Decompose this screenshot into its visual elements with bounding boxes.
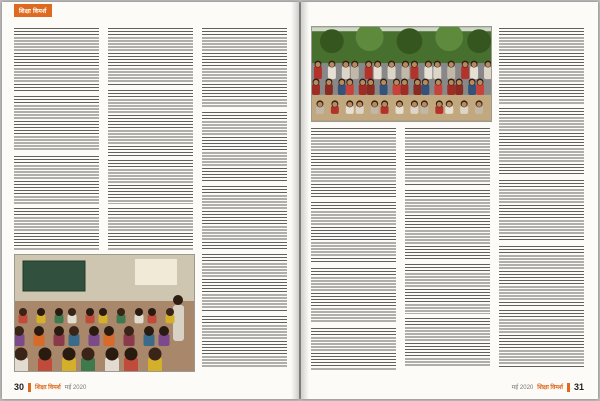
text-paragraph: [202, 112, 287, 182]
person-figure: [396, 100, 404, 114]
tree: [320, 29, 344, 53]
text-paragraph: [311, 268, 396, 324]
footer-divider: [28, 383, 31, 392]
text-paragraph: [405, 190, 490, 260]
text-paragraph: [14, 96, 99, 152]
page-footer-left: [14, 382, 86, 392]
person-figure: [346, 78, 354, 95]
text-paragraph: [311, 328, 396, 370]
person-figure: [365, 61, 373, 79]
footer-issue-date: मई 2020: [64, 385, 87, 391]
text-paragraph: [202, 254, 287, 312]
page-left: [2, 2, 299, 399]
person-figure: [401, 78, 409, 95]
tree: [397, 28, 423, 54]
person-figure: [359, 78, 367, 95]
person-figure: [69, 326, 80, 346]
text-paragraph: [499, 28, 584, 104]
person-figure: [447, 61, 455, 79]
person-figure: [413, 78, 421, 95]
person-figure: [421, 78, 429, 95]
text-paragraph: [108, 28, 193, 86]
text-column-5: [405, 128, 490, 370]
text-paragraph: [499, 108, 584, 176]
text-paragraph: [14, 156, 99, 204]
person-figure: [124, 326, 135, 346]
person-figure: [328, 61, 336, 79]
person-figure: [314, 61, 322, 79]
teacher-head: [173, 295, 183, 305]
person-figure: [381, 100, 389, 114]
person-figure: [135, 308, 144, 323]
person-figure: [434, 78, 442, 95]
text-paragraph: [108, 90, 193, 156]
person-figure: [38, 348, 52, 372]
person-figure: [393, 78, 401, 95]
page-number-right: 31: [573, 382, 584, 392]
person-figure: [55, 308, 64, 323]
person-figure: [166, 308, 175, 323]
person-figure: [484, 61, 491, 79]
person-figure: [19, 308, 28, 323]
page-right: [301, 2, 598, 399]
text-paragraph: [311, 202, 396, 264]
text-column-6: [499, 28, 584, 372]
person-figure: [86, 308, 95, 323]
person-figure: [15, 326, 25, 346]
person-figure: [89, 326, 100, 346]
person-figure: [148, 308, 157, 323]
person-figure: [420, 100, 428, 114]
footer-issue-date: मई 2020: [511, 385, 534, 391]
text-paragraph: [499, 310, 584, 368]
text-paragraph: [202, 186, 287, 250]
page-footer-right: [512, 382, 584, 392]
text-column-3: [202, 28, 287, 372]
text-paragraph: [108, 160, 193, 204]
magazine-title: शिक्षा विमर्श: [19, 8, 47, 15]
person-figure: [455, 78, 463, 95]
group-photo-graphic: [312, 27, 491, 121]
person-figure: [460, 100, 468, 114]
person-figure: [325, 78, 333, 95]
person-figure: [380, 78, 388, 95]
text-paragraph: [405, 128, 490, 186]
person-figure: [117, 308, 126, 323]
person-figure: [410, 100, 418, 114]
tree: [467, 29, 491, 53]
text-paragraph: [14, 208, 99, 250]
text-column-1: [14, 28, 99, 250]
text-paragraph: [202, 316, 287, 368]
footer-divider: [567, 383, 570, 392]
classroom-children-photo: [14, 254, 195, 372]
text-paragraph: [405, 318, 490, 366]
person-figure: [99, 308, 108, 323]
person-figure: [34, 326, 45, 346]
person-figure: [424, 61, 432, 79]
person-figure: [159, 326, 170, 346]
person-figure: [338, 78, 346, 95]
person-figure: [144, 326, 155, 346]
person-figure: [476, 78, 484, 95]
teacher-figure: [173, 305, 184, 341]
person-figure: [356, 100, 364, 114]
footer-magazine-name: शिक्षा विमर्श: [537, 385, 563, 391]
person-figure: [433, 61, 441, 79]
person-figure: [468, 78, 476, 95]
chalkboard: [23, 261, 85, 291]
person-figure: [461, 61, 469, 79]
text-paragraph: [14, 28, 99, 92]
person-figure: [124, 348, 138, 372]
classroom-photo-graphic: [15, 255, 194, 371]
person-figure: [68, 308, 77, 323]
person-figure: [475, 100, 483, 114]
person-figure: [402, 61, 410, 79]
person-figure: [104, 326, 115, 346]
magazine-title-tab: [14, 4, 52, 17]
person-figure: [81, 348, 95, 372]
person-figure: [54, 326, 65, 346]
person-figure: [435, 100, 443, 114]
text-paragraph: [202, 28, 287, 108]
footer-magazine-name: शिक्षा विमर्श: [35, 385, 61, 391]
window: [135, 259, 177, 285]
person-figure: [316, 100, 324, 114]
text-paragraph: [499, 180, 584, 242]
person-figure: [445, 100, 453, 114]
person-figure: [342, 61, 350, 79]
person-figure: [388, 61, 396, 79]
school-group-photo: [311, 26, 492, 122]
person-figure: [371, 100, 379, 114]
person-figure: [410, 61, 418, 79]
text-paragraph: [311, 128, 396, 198]
person-figure: [367, 78, 375, 95]
person-figure: [312, 78, 320, 95]
person-figure: [62, 348, 76, 372]
person-figure: [470, 61, 478, 79]
text-paragraph: [108, 208, 193, 250]
person-figure: [374, 61, 382, 79]
person-figure: [447, 78, 455, 95]
text-column-4: [311, 128, 396, 370]
text-column-2: [108, 28, 193, 250]
person-figure: [346, 100, 354, 114]
text-paragraph: [405, 264, 490, 314]
person-figure: [351, 61, 359, 79]
person-figure: [331, 100, 339, 114]
person-figure: [15, 348, 28, 372]
person-figure: [148, 348, 162, 372]
person-figure: [105, 348, 119, 372]
page-number-left: 30: [14, 382, 25, 392]
person-figure: [37, 308, 46, 323]
text-paragraph: [499, 246, 584, 306]
